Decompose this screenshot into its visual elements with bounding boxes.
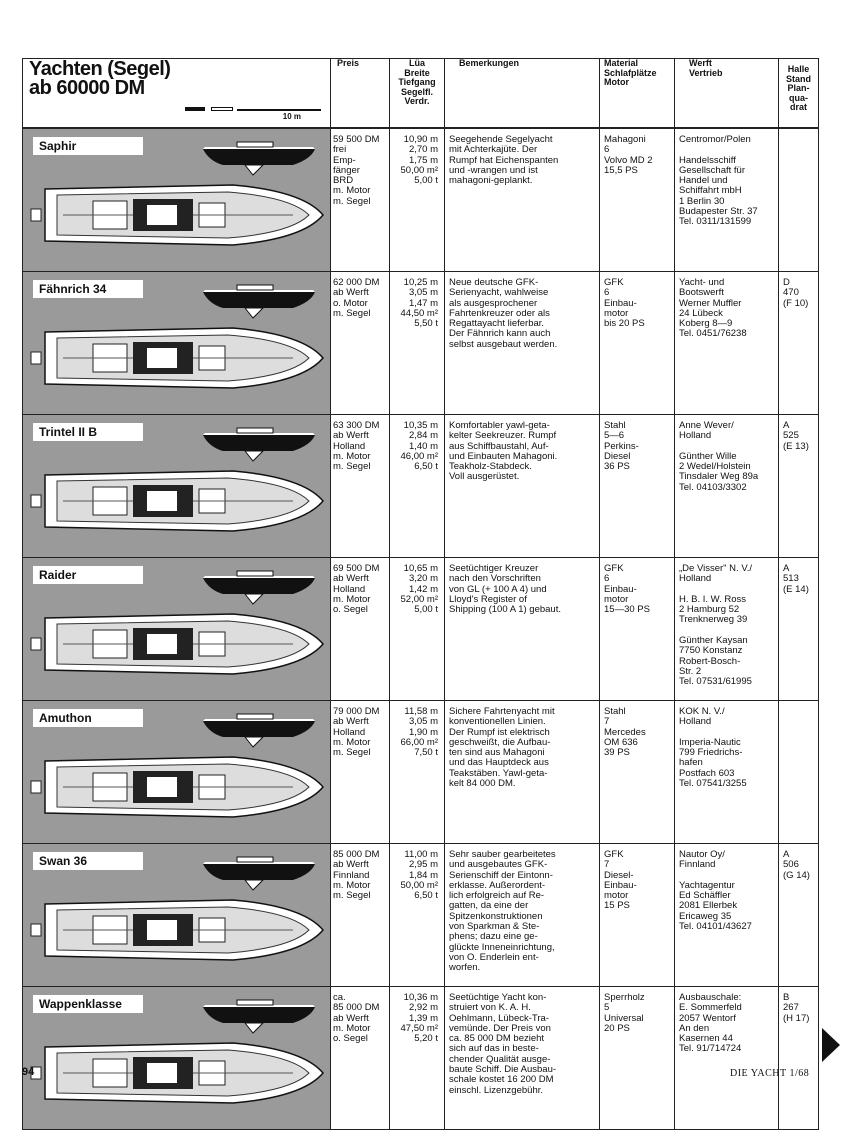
yacht-hall-stand: B 267 (H 17)	[779, 987, 819, 1130]
yacht-row	[23, 129, 819, 272]
yacht-price: 59 500 DM frei Emp- fänger BRD m. Motor m. Segel	[331, 129, 390, 272]
yacht-yard: Centromor/Polen Handelsschiff Gesellschaft für Handel und Schiffahrt mbH 1 Berlin 30 Budapester Str. 37 Tel. 0311/131599	[675, 129, 779, 272]
yacht-dimensions: 10,35 m 2,84 m 1,40 m 46,00 m² 6,50 t	[390, 415, 445, 558]
yacht-row	[23, 844, 819, 987]
yacht-drawing	[23, 272, 331, 415]
yacht-table-page	[22, 58, 818, 1130]
yacht-remarks: Seetüchtiger Kreuzer nach den Vorschriften von GL (+ 100 A 4) und Lloyd's Register of Shipping (100 A 1) gebaut.	[445, 558, 600, 701]
yacht-price: ca. 85 000 DM ab Werft m. Motor o. Segel	[331, 987, 390, 1130]
yacht-material: Stahl 7 Mercedes OM 636 39 PS	[600, 701, 675, 844]
yacht-price: 85 000 DM ab Werft Finnland m. Motor m. Segel	[331, 844, 390, 987]
col-header-material: Material Schlafplätze Motor	[600, 59, 675, 128]
yacht-table	[22, 58, 819, 128]
col-header-price: Preis	[331, 59, 390, 128]
yacht-row	[23, 701, 819, 844]
yacht-material: Mahagoni 6 Volvo MD 2 15,5 PS	[600, 129, 675, 272]
yacht-drawing	[23, 701, 331, 844]
yacht-material: Sperrholz 5 Universal 20 PS	[600, 987, 675, 1130]
yacht-drawing	[23, 987, 331, 1130]
yacht-plan-icon	[23, 415, 329, 551]
col-header-remarks: Bemerkungen	[445, 59, 600, 128]
yacht-name: Amuthon	[33, 709, 143, 727]
col-header-yard: Werft Vertrieb	[675, 59, 779, 128]
yacht-yard: Yacht- und Bootswerft Werner Muffler 24 Lübeck Koberg 8—9 Tel. 0451/76238	[675, 272, 779, 415]
yacht-row	[23, 987, 819, 1130]
yacht-plan-icon	[23, 987, 329, 1123]
yacht-plan-icon	[23, 272, 329, 408]
yacht-dimensions: 10,65 m 3,20 m 1,42 m 52,00 m² 5,00 t	[390, 558, 445, 701]
yacht-remarks: Sichere Fahrtenyacht mit konventionellen Linien. Der Rumpf ist elektrisch geschweißt, die Aufbau- ten sind aus Mahagoni und das Hauptdeck aus Teakstäben. Yawl-geta- kelt 84 000 DM.	[445, 701, 600, 844]
yacht-remarks: Seetüchtige Yacht kon- struiert von K. A. H. Oehlmann, Lübeck-Tra- vemünde. Der Preis von ca. 85 000 DM bezieht sich auf das in beste- chender Qualität ausge- baute Schiff. Die Ausbau- schale kostet 16 200 DM einschl. Lizenzgebühr.	[445, 987, 600, 1130]
yacht-price: 69 500 DM ab Werft Holland m. Motor o. Segel	[331, 558, 390, 701]
yacht-yard: Ausbauschale: E. Sommerfeld 2057 Wentorf An den Kasernen 44 Tel. 91/714724	[675, 987, 779, 1130]
header-row	[23, 59, 819, 128]
col-header-hall: Halle Stand Plan- qua- drat	[779, 59, 819, 128]
yacht-hall-stand	[779, 701, 819, 844]
yacht-plan-icon	[23, 558, 329, 694]
yacht-name: Trintel II B	[33, 423, 143, 441]
yacht-remarks: Neue deutsche GFK- Serienyacht, wahlweise als ausgesprochener Fahrtenkreuzer oder als Regattayacht lieferbar. Der Fähnrich kann auch selbst ausgebaut werden.	[445, 272, 600, 415]
yacht-plan-icon	[23, 701, 329, 837]
yacht-name: Wappenklasse	[33, 995, 143, 1013]
yacht-dimensions: 10,90 m 2,70 m 1,75 m 50,00 m² 5,00 t	[390, 129, 445, 272]
yacht-yard: Nautor Oy/ Finnland Yachtagentur Ed Schäffler 2081 Ellerbek Ericaweg 35 Tel. 04101/43627	[675, 844, 779, 987]
yacht-drawing	[23, 129, 331, 272]
yacht-dimensions: 11,58 m 3,05 m 1,90 m 66,00 m² 7,50 t	[390, 701, 445, 844]
yacht-dimensions: 10,36 m 2,92 m 1,39 m 47,50 m² 5,20 t	[390, 987, 445, 1130]
yacht-drawing	[23, 844, 331, 987]
yacht-remarks: Sehr sauber gearbeitetes und ausgebautes GFK- Serienschiff der Eintonn- erklasse. Außerordent- lich erfolgreich auf Re- gatten, da eine der Spitzenkonstruktionen von Sparkman & Ste- phens; dazu eine ge- glückte Inneneinrichtung, von O. Enderlein ent- worfen.	[445, 844, 600, 987]
yacht-hall-stand	[779, 129, 819, 272]
page-number: 94	[22, 1066, 35, 1078]
yacht-remarks: Seegehende Segelyacht mit Achterkajüte. Der Rumpf hat Eichenspanten und -wrangen und ist mahagoni-geplankt.	[445, 129, 600, 272]
yacht-material: GFK 6 Einbau- motor 15—30 PS	[600, 558, 675, 701]
scale-label: 10 m	[282, 112, 301, 121]
yacht-drawing	[23, 415, 331, 558]
magazine-issue: DIE YACHT 1/68	[730, 1068, 810, 1079]
scale-bar	[185, 107, 321, 121]
yacht-material: GFK 6 Einbau- motor bis 20 PS	[600, 272, 675, 415]
yacht-row	[23, 415, 819, 558]
yacht-hall-stand: A 525 (E 13)	[779, 415, 819, 558]
title-cell	[23, 59, 331, 128]
yacht-price: 79 000 DM ab Werft Holland m. Motor m. Segel	[331, 701, 390, 844]
yacht-price: 63 300 DM ab Werft Holland m. Motor m. Segel	[331, 415, 390, 558]
yacht-name: Fähnrich 34	[33, 280, 143, 298]
yacht-yard: „De Visser" N. V./ Holland H. B. I. W. Ross 2 Hamburg 52 Trenknerweg 39 Günther Kaysan 7750 Konstanz Robert-Bosch- Str. 2 Tel. 07531/61995	[675, 558, 779, 701]
yacht-dimensions: 10,25 m 3,05 m 1,47 m 44,50 m² 5,50 t	[390, 272, 445, 415]
yacht-drawing	[23, 558, 331, 701]
yacht-name: Raider	[33, 566, 143, 584]
page-title: Yachten (Segel) ab 60000 DM	[29, 58, 171, 99]
yacht-material: GFK 7 Diesel- Einbau- motor 15 PS	[600, 844, 675, 987]
yacht-hall-stand: D 470 (F 10)	[779, 272, 819, 415]
yacht-name: Saphir	[33, 137, 143, 155]
yacht-rows	[22, 128, 819, 1130]
yacht-plan-icon	[23, 844, 329, 980]
yacht-row	[23, 272, 819, 415]
yacht-price: 62 000 DM ab Werft o. Motor m. Segel	[331, 272, 390, 415]
yacht-hall-stand: A 506 (G 14)	[779, 844, 819, 987]
yacht-remarks: Komfortabler yawl-geta- kelter Seekreuzer. Rumpf aus Schiffbaustahl, Auf- und Einbauten Mahagoni. Teakholz-Stabdeck. Voll ausgerüstet.	[445, 415, 600, 558]
yacht-row	[23, 558, 819, 701]
next-page-arrow-icon	[822, 1028, 840, 1062]
yacht-yard: Anne Wever/ Holland Günther Wille 2 Wedel/Holstein Tinsdaler Weg 89a Tel. 04103/3302	[675, 415, 779, 558]
yacht-plan-icon	[23, 129, 329, 265]
yacht-name: Swan 36	[33, 852, 143, 870]
yacht-yard: KOK N. V./ Holland Imperia-Nautic 799 Friedrichs- hafen Postfach 603 Tel. 07541/3255	[675, 701, 779, 844]
yacht-dimensions: 11,00 m 2,95 m 1,84 m 50,00 m² 6,50 t	[390, 844, 445, 987]
yacht-material: Stahl 5—6 Perkins- Diesel 36 PS	[600, 415, 675, 558]
yacht-hall-stand: A 513 (E 14)	[779, 558, 819, 701]
col-header-dims: Lüa Breite Tiefgang Segelfl. Verdr.	[390, 59, 445, 128]
